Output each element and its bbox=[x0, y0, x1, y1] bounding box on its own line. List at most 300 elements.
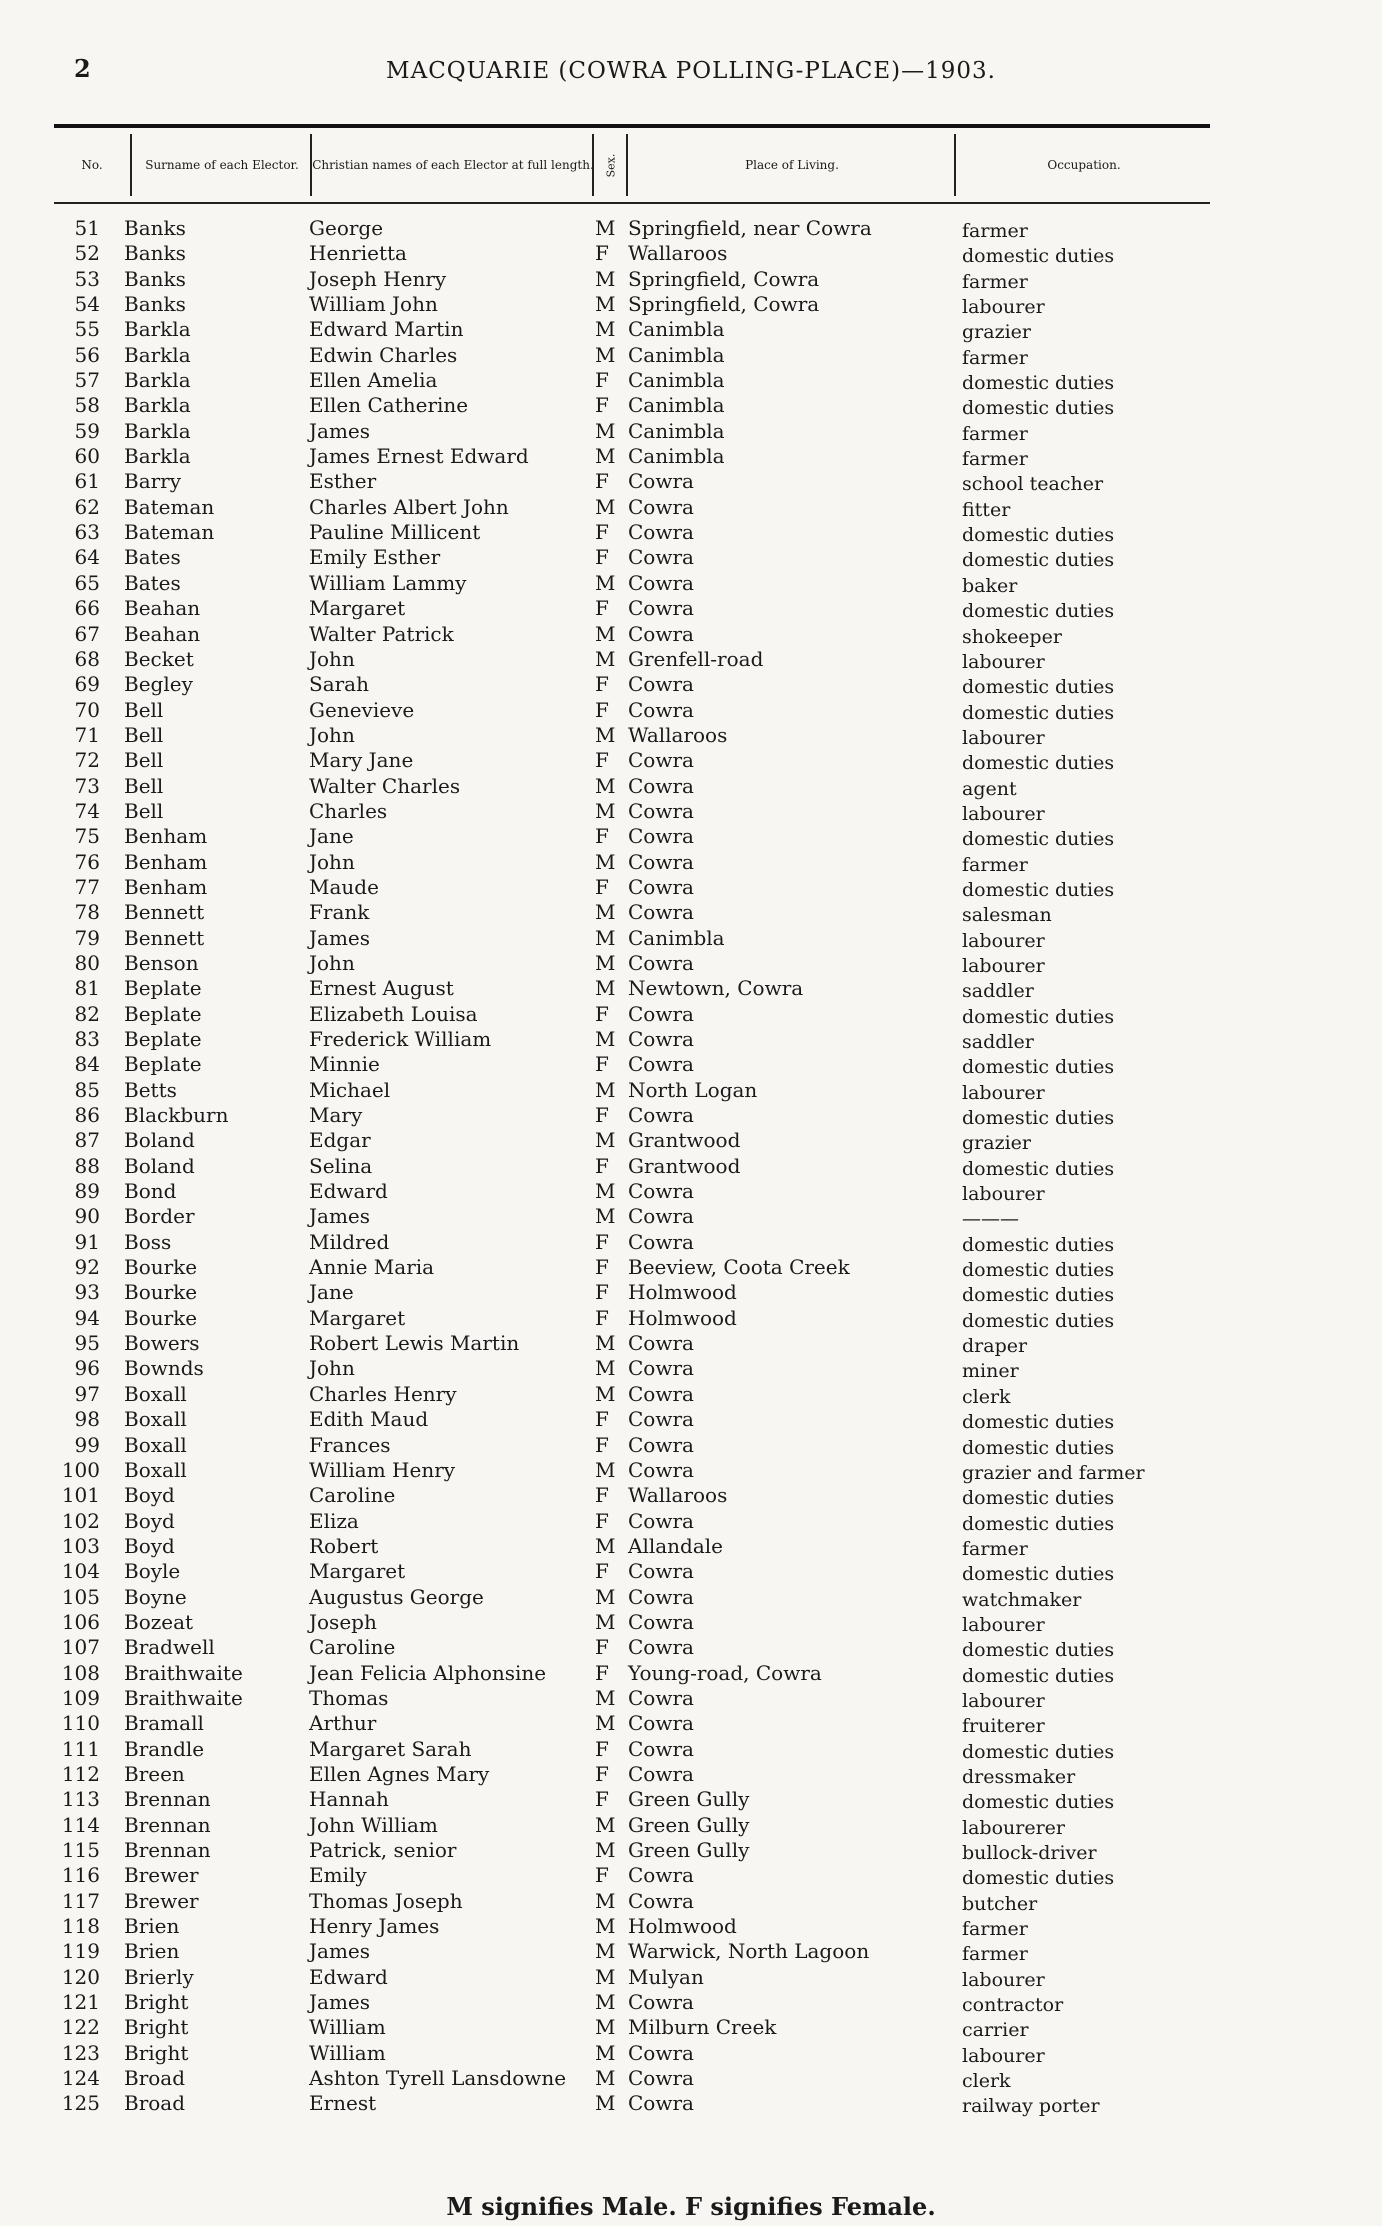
elector-place: Cowra bbox=[628, 469, 694, 494]
elector-sex: M bbox=[595, 722, 616, 747]
elector-sex: F bbox=[595, 1635, 609, 1660]
elector-place: Cowra bbox=[628, 2091, 694, 2116]
elector-sex: F bbox=[595, 1407, 609, 1432]
elector-surname: Banks bbox=[124, 292, 186, 317]
elector-sex: F bbox=[595, 393, 609, 418]
elector-sex: M bbox=[595, 317, 616, 342]
elector-occupation: clerk bbox=[962, 2070, 1011, 2093]
elector-place: Cowra bbox=[628, 1103, 694, 1128]
elector-surname: Bell bbox=[124, 722, 164, 747]
elector-place: Green Gully bbox=[628, 1787, 750, 1812]
elector-number: 121 bbox=[61, 1990, 100, 2015]
table-row bbox=[0, 1255, 1382, 1280]
elector-surname: Beplate bbox=[124, 1001, 202, 1026]
elector-surname: Benham bbox=[124, 874, 208, 899]
elector-place: Cowra bbox=[628, 1584, 694, 1609]
elector-number: 84 bbox=[74, 1052, 100, 1077]
elector-place: Cowra bbox=[628, 1457, 694, 1482]
elector-number: 110 bbox=[61, 1711, 100, 1736]
elector-occupation: farmer bbox=[962, 448, 1028, 471]
elector-place: Cowra bbox=[628, 672, 694, 697]
elector-sex: F bbox=[595, 469, 609, 494]
elector-christian-names: Mary bbox=[309, 1103, 363, 1128]
elector-occupation: domestic duties bbox=[962, 1233, 1115, 1256]
elector-occupation: grazier bbox=[962, 321, 1031, 344]
elector-surname: Boyle bbox=[124, 1559, 181, 1584]
table-row bbox=[0, 1331, 1382, 1356]
elector-number: 94 bbox=[74, 1305, 100, 1330]
elector-occupation: labourer bbox=[962, 2044, 1045, 2067]
elector-number: 109 bbox=[61, 1685, 100, 1710]
table-row bbox=[0, 2041, 1382, 2066]
elector-christian-names: James bbox=[309, 925, 371, 950]
table-row bbox=[0, 1635, 1382, 1660]
elector-sex: F bbox=[595, 1153, 609, 1178]
elector-occupation: ——— bbox=[962, 1208, 1019, 1231]
elector-sex: F bbox=[595, 1761, 609, 1786]
elector-occupation: domestic duties bbox=[962, 1512, 1115, 1535]
elector-sex: M bbox=[595, 1533, 616, 1558]
column-header-no: No. bbox=[81, 157, 103, 172]
table-row bbox=[0, 343, 1382, 368]
elector-occupation: fruiterer bbox=[962, 1715, 1045, 1738]
elector-number: 54 bbox=[74, 292, 100, 317]
elector-christian-names: William bbox=[309, 2015, 386, 2040]
elector-place: Cowra bbox=[628, 596, 694, 621]
elector-occupation: domestic duties bbox=[962, 1284, 1115, 1307]
elector-christian-names: John William bbox=[309, 1812, 438, 1837]
elector-christian-names: Edward bbox=[309, 1179, 388, 1204]
elector-surname: Benham bbox=[124, 849, 208, 874]
elector-number: 105 bbox=[61, 1584, 100, 1609]
elector-occupation: carrier bbox=[962, 2019, 1029, 2042]
elector-sex: F bbox=[595, 368, 609, 393]
elector-surname: Brennan bbox=[124, 1812, 211, 1837]
elector-number: 123 bbox=[61, 2040, 100, 2065]
table-row bbox=[0, 850, 1382, 875]
elector-surname: Bozeat bbox=[124, 1609, 194, 1634]
elector-sex: M bbox=[595, 570, 616, 595]
elector-number: 65 bbox=[74, 570, 100, 595]
table-row bbox=[0, 1458, 1382, 1483]
column-header-sex-label: Sex. bbox=[604, 153, 618, 177]
elector-christian-names: Michael bbox=[309, 1077, 391, 1102]
table-row bbox=[0, 1965, 1382, 1990]
table-row bbox=[0, 267, 1382, 292]
elector-sex: F bbox=[595, 1001, 609, 1026]
elector-sex: M bbox=[595, 2015, 616, 2040]
elector-place: Green Gully bbox=[628, 1812, 750, 1837]
elector-place: Cowra bbox=[628, 1229, 694, 1254]
table-row bbox=[0, 698, 1382, 723]
elector-number: 67 bbox=[74, 621, 100, 646]
elector-christian-names: Ellen Agnes Mary bbox=[309, 1761, 490, 1786]
elector-number: 62 bbox=[74, 494, 100, 519]
elector-christian-names: Jean Felicia Alphonsine bbox=[309, 1660, 547, 1685]
elector-number: 57 bbox=[74, 368, 100, 393]
elector-place: Cowra bbox=[628, 621, 694, 646]
elector-christian-names: Maude bbox=[309, 874, 379, 899]
header-rule bbox=[54, 202, 1210, 204]
table-row bbox=[0, 1534, 1382, 1559]
elector-place: Cowra bbox=[628, 1001, 694, 1026]
elector-number: 76 bbox=[74, 849, 100, 874]
elector-sex: F bbox=[595, 545, 609, 570]
elector-surname: Benson bbox=[124, 950, 199, 975]
table-row bbox=[0, 723, 1382, 748]
elector-occupation: farmer bbox=[962, 270, 1028, 293]
table-row bbox=[0, 1052, 1382, 1077]
column-header-sex bbox=[592, 134, 628, 196]
elector-occupation: domestic duties bbox=[962, 245, 1115, 268]
elector-place: Cowra bbox=[628, 1635, 694, 1660]
elector-sex: M bbox=[595, 1027, 616, 1051]
elector-occupation: miner bbox=[962, 1360, 1019, 1383]
elector-christian-names: John bbox=[309, 849, 355, 874]
elector-number: 75 bbox=[74, 824, 100, 849]
elector-surname: Brewer bbox=[124, 1863, 199, 1888]
elector-christian-names: Robert bbox=[309, 1533, 379, 1558]
elector-christian-names: William Henry bbox=[309, 1457, 456, 1482]
elector-sex: F bbox=[595, 1863, 609, 1888]
elector-surname: Broad bbox=[124, 2091, 186, 2116]
elector-christian-names: Edwin Charles bbox=[309, 342, 458, 367]
elector-christian-names: Frederick William bbox=[309, 1027, 492, 1051]
elector-number: 119 bbox=[61, 1939, 100, 1964]
table-row bbox=[0, 672, 1382, 697]
table-row bbox=[0, 799, 1382, 824]
table-row bbox=[0, 495, 1382, 520]
elector-occupation: butcher bbox=[962, 1892, 1038, 1915]
elector-sex: M bbox=[595, 950, 616, 975]
elector-occupation: domestic duties bbox=[962, 1487, 1115, 1510]
elector-occupation: domestic duties bbox=[962, 828, 1115, 851]
elector-number: 108 bbox=[61, 1660, 100, 1685]
table-row bbox=[0, 900, 1382, 925]
elector-place: Cowra bbox=[628, 1990, 694, 2015]
elector-christian-names: Caroline bbox=[309, 1483, 396, 1508]
table-row bbox=[0, 2015, 1382, 2040]
elector-sex: M bbox=[595, 925, 616, 950]
elector-number: 107 bbox=[61, 1635, 100, 1660]
elector-occupation: shokeeper bbox=[962, 625, 1062, 648]
elector-place: Cowra bbox=[628, 1432, 694, 1457]
elector-christian-names: James bbox=[309, 1204, 371, 1229]
elector-occupation: domestic duties bbox=[962, 1664, 1115, 1687]
elector-christian-names: John bbox=[309, 1356, 355, 1381]
elector-number: 59 bbox=[74, 418, 100, 443]
elector-christian-names: Selina bbox=[309, 1153, 373, 1178]
elector-number: 89 bbox=[74, 1179, 100, 1204]
elector-place: Grenfell-road bbox=[628, 646, 764, 671]
elector-christian-names: Edward Martin bbox=[309, 317, 464, 342]
elector-place: Canimbla bbox=[628, 393, 725, 418]
elector-christian-names: Thomas bbox=[309, 1685, 389, 1710]
elector-number: 98 bbox=[74, 1407, 100, 1432]
elector-sex: M bbox=[595, 1812, 616, 1837]
elector-number: 96 bbox=[74, 1356, 100, 1381]
top-rule bbox=[54, 124, 1210, 128]
elector-place: Milburn Creek bbox=[628, 2015, 777, 2040]
elector-christian-names: Ashton Tyrell Lansdowne bbox=[309, 2066, 567, 2091]
elector-number: 77 bbox=[74, 874, 100, 899]
elector-sex: F bbox=[595, 824, 609, 849]
elector-surname: Bell bbox=[124, 773, 164, 798]
elector-occupation: labourer bbox=[962, 1968, 1045, 1991]
elector-christian-names: Margaret bbox=[309, 596, 406, 621]
elector-sex: M bbox=[595, 646, 616, 671]
elector-occupation: saddler bbox=[962, 1031, 1034, 1053]
table-row bbox=[0, 1179, 1382, 1204]
elector-surname: Barry bbox=[124, 469, 182, 494]
elector-occupation: domestic duties bbox=[962, 549, 1115, 572]
elector-sex: F bbox=[595, 1432, 609, 1457]
elector-occupation: labourer bbox=[962, 1613, 1045, 1636]
elector-number: 60 bbox=[74, 444, 100, 469]
table-row bbox=[0, 444, 1382, 469]
elector-occupation: agent bbox=[962, 777, 1017, 800]
elector-number: 78 bbox=[74, 900, 100, 925]
elector-surname: Bourke bbox=[124, 1255, 198, 1280]
elector-sex: F bbox=[595, 1280, 609, 1305]
elector-place: Cowra bbox=[628, 874, 694, 899]
elector-sex: M bbox=[595, 1990, 616, 2015]
elector-surname: Boxall bbox=[124, 1457, 187, 1482]
elector-christian-names: Patrick, senior bbox=[309, 1838, 457, 1862]
elector-occupation: school teacher bbox=[962, 473, 1104, 496]
elector-occupation: labourer bbox=[962, 650, 1045, 673]
elector-christian-names: Ernest bbox=[309, 2091, 377, 2116]
table-row bbox=[0, 1204, 1382, 1229]
table-row bbox=[0, 1103, 1382, 1128]
elector-place: Cowra bbox=[628, 1685, 694, 1710]
table-row bbox=[0, 1914, 1382, 1939]
elector-occupation: domestic duties bbox=[962, 752, 1115, 775]
elector-surname: Beahan bbox=[124, 596, 201, 621]
elector-place: Cowra bbox=[628, 1052, 694, 1077]
elector-number: 53 bbox=[74, 266, 100, 291]
elector-surname: Bennett bbox=[124, 900, 205, 925]
page-number: 2 bbox=[74, 54, 91, 83]
table-row bbox=[0, 292, 1382, 317]
elector-place: Cowra bbox=[628, 748, 694, 773]
table-row bbox=[0, 1078, 1382, 1103]
elector-place: Grantwood bbox=[628, 1153, 741, 1178]
table-row bbox=[0, 774, 1382, 799]
elector-christian-names: Hannah bbox=[309, 1787, 389, 1812]
column-header-occupation: Occupation. bbox=[954, 134, 1212, 196]
elector-place: Mulyan bbox=[628, 1964, 704, 1989]
elector-place: Cowra bbox=[628, 849, 694, 874]
elector-surname: Bell bbox=[124, 798, 164, 823]
elector-number: 112 bbox=[61, 1761, 100, 1786]
elector-surname: Blackburn bbox=[124, 1103, 229, 1128]
table-row bbox=[0, 469, 1382, 494]
table-row bbox=[0, 1762, 1382, 1787]
elector-sex: M bbox=[595, 292, 616, 317]
elector-christian-names: James bbox=[309, 1990, 371, 2015]
elector-number: 88 bbox=[74, 1153, 100, 1178]
elector-sex: M bbox=[595, 342, 616, 367]
table-row bbox=[0, 1737, 1382, 1762]
elector-surname: Bateman bbox=[124, 494, 215, 519]
elector-number: 52 bbox=[74, 241, 100, 266]
table-row bbox=[0, 976, 1382, 1001]
elector-place: Canimbla bbox=[628, 317, 725, 342]
elector-surname: Barkla bbox=[124, 444, 191, 469]
column-header-place: Place of Living. bbox=[626, 134, 956, 196]
elector-surname: Boxall bbox=[124, 1407, 187, 1432]
table-row bbox=[0, 647, 1382, 672]
elector-occupation: domestic duties bbox=[962, 1157, 1115, 1180]
elector-occupation: clerk bbox=[962, 1385, 1011, 1408]
elector-christian-names: Edward bbox=[309, 1964, 388, 1989]
elector-place: Cowra bbox=[628, 1027, 694, 1051]
elector-christian-names: Augustus George bbox=[309, 1584, 484, 1609]
elector-sex: M bbox=[595, 1128, 616, 1153]
table-row bbox=[0, 1002, 1382, 1027]
elector-occupation: domestic duties bbox=[962, 1867, 1115, 1890]
elector-surname: Brennan bbox=[124, 1787, 211, 1812]
table-row bbox=[0, 1230, 1382, 1255]
elector-place: Cowra bbox=[628, 1204, 694, 1229]
elector-surname: Bates bbox=[124, 545, 181, 570]
elector-number: 80 bbox=[74, 950, 100, 975]
elector-place: Cowra bbox=[628, 1407, 694, 1432]
elector-occupation: farmer bbox=[962, 1537, 1028, 1560]
elector-occupation: farmer bbox=[962, 346, 1028, 369]
elector-number: 125 bbox=[61, 2091, 100, 2116]
elector-surname: Begley bbox=[124, 672, 193, 697]
elector-occupation: watchmaker bbox=[962, 1588, 1082, 1611]
table-row bbox=[0, 1280, 1382, 1305]
table-row bbox=[0, 216, 1382, 241]
table-row bbox=[0, 1711, 1382, 1736]
elector-place: Holmwood bbox=[628, 1305, 737, 1330]
elector-christian-names: Joseph bbox=[309, 1609, 377, 1634]
elector-occupation: labourer bbox=[962, 1081, 1045, 1104]
elector-christian-names: Margaret Sarah bbox=[309, 1736, 472, 1761]
table-row bbox=[0, 1027, 1382, 1052]
elector-christian-names: Robert Lewis Martin bbox=[309, 1331, 520, 1356]
elector-place: Cowra bbox=[628, 1331, 694, 1356]
elector-number: 87 bbox=[74, 1128, 100, 1153]
elector-christian-names: William bbox=[309, 2040, 386, 2065]
elector-sex: F bbox=[595, 1508, 609, 1533]
elector-sex: M bbox=[595, 1711, 616, 1736]
elector-surname: Brien bbox=[124, 1914, 180, 1939]
elector-surname: Barkla bbox=[124, 368, 191, 393]
elector-occupation: farmer bbox=[962, 853, 1028, 876]
elector-number: 69 bbox=[74, 672, 100, 697]
elector-surname: Brierly bbox=[124, 1964, 194, 1989]
table-row bbox=[0, 1990, 1382, 2015]
elector-surname: Bramall bbox=[124, 1711, 204, 1736]
elector-surname: Banks bbox=[124, 266, 186, 291]
elector-sex: M bbox=[595, 1457, 616, 1482]
elector-place: Cowra bbox=[628, 2040, 694, 2065]
elector-place: Canimbla bbox=[628, 418, 725, 443]
elector-sex: M bbox=[595, 621, 616, 646]
elector-surname: Bright bbox=[124, 2040, 189, 2065]
elector-christian-names: Margaret bbox=[309, 1559, 406, 1584]
elector-surname: Border bbox=[124, 1204, 195, 1229]
elector-christian-names: Joseph Henry bbox=[309, 266, 447, 291]
elector-surname: Bright bbox=[124, 2015, 189, 2040]
elector-place: Cowra bbox=[628, 773, 694, 798]
elector-christian-names: George bbox=[309, 216, 384, 240]
elector-sex: M bbox=[595, 1888, 616, 1913]
elector-surname: Bourke bbox=[124, 1305, 198, 1330]
elector-surname: Beplate bbox=[124, 1027, 202, 1051]
elector-sex: F bbox=[595, 1787, 609, 1812]
elector-occupation: domestic duties bbox=[962, 1005, 1115, 1028]
elector-occupation: fitter bbox=[962, 498, 1011, 521]
table-row bbox=[0, 1433, 1382, 1458]
elector-surname: Beahan bbox=[124, 621, 201, 646]
elector-occupation: salesman bbox=[962, 904, 1052, 927]
elector-place: Cowra bbox=[628, 798, 694, 823]
elector-number: 91 bbox=[74, 1229, 100, 1254]
elector-sex: M bbox=[595, 266, 616, 291]
table-row bbox=[0, 419, 1382, 444]
elector-sex: M bbox=[595, 1179, 616, 1204]
elector-occupation: labourer bbox=[962, 1183, 1045, 1206]
elector-occupation: railway porter bbox=[962, 2095, 1100, 2118]
table-row bbox=[0, 1939, 1382, 1964]
column-header-surname: Surname of each Elector. bbox=[130, 134, 312, 196]
table-row bbox=[0, 393, 1382, 418]
elector-number: 66 bbox=[74, 596, 100, 621]
elector-occupation: labourer bbox=[962, 296, 1045, 319]
elector-sex: M bbox=[595, 2091, 616, 2116]
elector-christian-names: James bbox=[309, 1939, 371, 1964]
elector-number: 71 bbox=[74, 722, 100, 747]
table-row bbox=[0, 622, 1382, 647]
elector-sex: F bbox=[595, 1255, 609, 1280]
table-row bbox=[0, 1787, 1382, 1812]
elector-occupation: domestic duties bbox=[962, 600, 1115, 623]
elector-christian-names: Edith Maud bbox=[309, 1407, 429, 1432]
table-row bbox=[0, 317, 1382, 342]
elector-number: 102 bbox=[61, 1508, 100, 1533]
elector-surname: Bright bbox=[124, 1990, 189, 2015]
elector-sex: M bbox=[595, 1609, 616, 1634]
elector-number: 86 bbox=[74, 1103, 100, 1128]
elector-place: Springfield, Cowra bbox=[628, 266, 820, 291]
elector-place: Beeview, Coota Creek bbox=[628, 1255, 850, 1280]
elector-christian-names: William John bbox=[309, 292, 438, 317]
elector-place: Cowra bbox=[628, 1508, 694, 1533]
elector-place: Cowra bbox=[628, 494, 694, 519]
elector-occupation: labourer bbox=[962, 1689, 1045, 1712]
elector-occupation: contractor bbox=[962, 1994, 1064, 2017]
elector-place: Cowra bbox=[628, 520, 694, 545]
elector-number: 51 bbox=[74, 216, 100, 240]
elector-number: 72 bbox=[74, 748, 100, 773]
elector-list bbox=[0, 216, 1382, 2117]
elector-surname: Bowers bbox=[124, 1331, 200, 1356]
elector-place: Cowra bbox=[628, 570, 694, 595]
elector-place: Cowra bbox=[628, 824, 694, 849]
elector-occupation: domestic duties bbox=[962, 1791, 1115, 1814]
elector-christian-names: Annie Maria bbox=[309, 1255, 435, 1280]
elector-place: Canimbla bbox=[628, 444, 725, 469]
elector-christian-names: Henrietta bbox=[309, 241, 407, 266]
elector-number: 113 bbox=[61, 1787, 100, 1812]
elector-place: Cowra bbox=[628, 545, 694, 570]
elector-occupation: domestic duties bbox=[962, 1639, 1115, 1662]
